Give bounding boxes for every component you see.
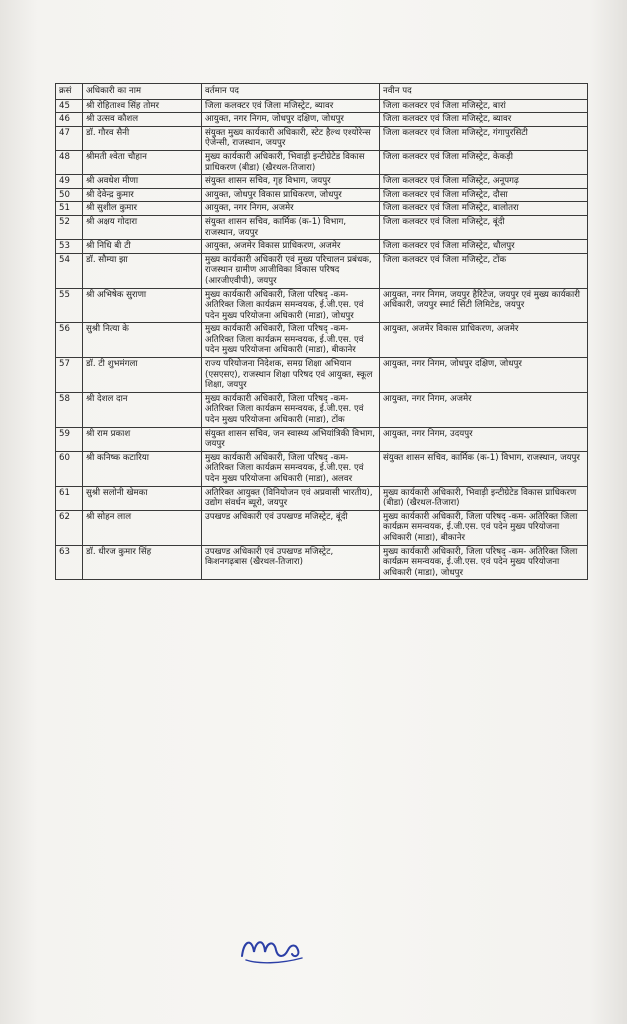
table-row [56,126,588,150]
cell-officer-name: डॉ. गौरव सैनी [83,126,202,150]
cell-current-post: संयुक्त शासन सचिव, कार्मिक (क-1) विभाग, राजस्थान, जयपुर [202,215,380,239]
cell-current-post: मुख्य कार्यकारी अधिकारी, जिला परिषद् -कम- अतिरिक्त जिला कार्यक्रम समन्वयक, ई.जी.एस. एवं पदेन मुख्य परियोजना अधिकारी (माडा), जोधपुर [202,288,380,323]
cell-officer-name: श्री अक्षय गोदारा [83,215,202,239]
cell-officer-name: श्री उत्सव कौशल [83,113,202,127]
cell-current-post: मुख्य कार्यकारी अधिकारी, जिला परिषद् -कम- अतिरिक्त जिला कार्यक्रम समन्वयक, ई.जी.एस. एवं पदेन मुख्य परियोजना अधिकारी (माडा), टोंक [202,392,380,427]
header-row [56,84,588,100]
cell-officer-name: डॉ. सौम्या झा [83,253,202,288]
table-row [56,545,588,580]
cell-serial-number: 51 [56,202,83,216]
cell-serial-number: 61 [56,486,83,510]
table-row [56,113,588,127]
cell-serial-number: 59 [56,427,83,451]
cell-current-post: आयुक्त, नगर निगम, जोधपुर दक्षिण, जोधपुर [202,113,380,127]
table-row [56,99,588,113]
cell-officer-name: श्री अभिषेक सुराणा [83,288,202,323]
cell-officer-name: श्री सोहन लाल [83,510,202,545]
cell-new-post: जिला कलक्टर एवं जिला मजिस्ट्रेट, धौलपुर [380,240,588,254]
table-row [56,215,588,239]
cell-new-post: मुख्य कार्यकारी अधिकारी, भिवाड़ी इन्टीग्रेटेड विकास प्राधिकरण (बीडा) (खैरथल-तिजारा) [380,486,588,510]
cell-current-post: आयुक्त, जोधपुर विकास प्राधिकरण, जोधपुर [202,188,380,202]
cell-serial-number: 53 [56,240,83,254]
table-row [56,288,588,323]
table-row [56,510,588,545]
cell-current-post: राज्य परियोजना निदेशक, समग्र शिक्षा अभियान (एसएसए), राजस्थान शिक्षा परिषद एवं आयुक्त, स्कूल शिक्षा, जयपुर [202,358,380,393]
cell-new-post: संयुक्त शासन सचिव, कार्मिक (क-1) विभाग, राजस्थान, जयपुर [380,451,588,486]
cell-officer-name: श्री देवेन्द्र कुमार [83,188,202,202]
table-body [56,99,588,580]
cell-officer-name: डॉ. धीरज कुमार सिंह [83,545,202,580]
cell-new-post: आयुक्त, नगर निगम, अजमेर [380,392,588,427]
cell-current-post: संयुक्त शासन सचिव, जन स्वास्थ्य अभियांत्रिकी विभाग, जयपुर [202,427,380,451]
cell-officer-name: श्री सुशील कुमार [83,202,202,216]
cell-new-post: जिला कलक्टर एवं जिला मजिस्ट्रेट, दौसा [380,188,588,202]
cell-officer-name: डॉ. टी शुभमंगला [83,358,202,393]
cell-officer-name: श्री राम प्रकाश [83,427,202,451]
cell-serial-number: 45 [56,99,83,113]
cell-officer-name: सुश्री सलोनी खेमका [83,486,202,510]
cell-serial-number: 49 [56,175,83,189]
cell-serial-number: 55 [56,288,83,323]
cell-current-post: अतिरिक्त आयुक्त (विनियोजन एवं अप्रवासी भारतीय), उद्योग संवर्धन ब्यूरो, जयपुर [202,486,380,510]
cell-new-post: जिला कलक्टर एवं जिला मजिस्ट्रेट, बालोतरा [380,202,588,216]
table-row [56,323,588,358]
cell-serial-number: 46 [56,113,83,127]
cell-serial-number: 52 [56,215,83,239]
table-row [56,240,588,254]
cell-serial-number: 57 [56,358,83,393]
cell-serial-number: 47 [56,126,83,150]
cell-new-post: जिला कलक्टर एवं जिला मजिस्ट्रेट, टोंक [380,253,588,288]
cell-new-post: मुख्य कार्यकारी अधिकारी, जिला परिषद् -कम- अतिरिक्त जिला कार्यक्रम समन्वयक, ई.जी.एस. एवं पदेन मुख्य परियोजना अधिकारी (माडा), जोधपुर [380,545,588,580]
table-row [56,188,588,202]
cell-current-post: उपखण्ड अधिकारी एवं उपखण्ड मजिस्ट्रेट, बूंदी [202,510,380,545]
table-row [56,150,588,174]
cell-new-post: आयुक्त, नगर निगम, जोधपुर दक्षिण, जोधपुर [380,358,588,393]
table-row [56,253,588,288]
header-new-post: नवीन पद [380,84,588,100]
cell-current-post: आयुक्त, अजमेर विकास प्राधिकरण, अजमेर [202,240,380,254]
cell-serial-number: 60 [56,451,83,486]
cell-current-post: जिला कलक्टर एवं जिला मजिस्ट्रेट, ब्यावर [202,99,380,113]
table-row [56,358,588,393]
cell-serial-number: 62 [56,510,83,545]
cell-officer-name: श्री देशल दान [83,392,202,427]
cell-current-post: संयुक्त मुख्य कार्यकारी अधिकारी, स्टेट हैल्थ एश्योरेन्स ऐजेन्सी, राजस्थान, जयपुर [202,126,380,150]
cell-serial-number: 48 [56,150,83,174]
cell-new-post: जिला कलक्टर एवं जिला मजिस्ट्रेट, गंगापुरसिटी [380,126,588,150]
transfer-orders-table [55,83,588,580]
cell-serial-number: 63 [56,545,83,580]
cell-new-post: जिला कलक्टर एवं जिला मजिस्ट्रेट, अनूपगढ़ [380,175,588,189]
cell-new-post: जिला कलक्टर एवं जिला मजिस्ट्रेट, केकड़ी [380,150,588,174]
table-row [56,427,588,451]
cell-current-post: मुख्य कार्यकारी अधिकारी, जिला परिषद् -कम- अतिरिक्त जिला कार्यक्रम समन्वयक, ई.जी.एस. एवं पदेन मुख्य परियोजना अधिकारी (माडा), बीकानेर [202,323,380,358]
cell-new-post: मुख्य कार्यकारी अधिकारी, जिला परिषद् -कम- अतिरिक्त जिला कार्यक्रम समन्वयक, ई.जी.एस. एवं पदेन मुख्य परियोजना अधिकारी (माडा), बीकानेर [380,510,588,545]
cell-current-post: मुख्य कार्यकारी अधिकारी, जिला परिषद् -कम- अतिरिक्त जिला कार्यक्रम समन्वयक, ई.जी.एस. एवं पदेन मुख्य परियोजना अधिकारी (माडा), अलवर [202,451,380,486]
cell-new-post: आयुक्त, नगर निगम, उदयपुर [380,427,588,451]
table-row [56,486,588,510]
cell-current-post: मुख्य कार्यकारी अधिकारी एवं मुख्य परिचालन प्रबंधक, राजस्थान ग्रामीण आजीविका विकास परिषद (आरजीएवीपी), जयपुर [202,253,380,288]
header-current-post: वर्तमान पद [202,84,380,100]
cell-serial-number: 58 [56,392,83,427]
cell-new-post: आयुक्त, नगर निगम, जयपुर हैरिटेज, जयपुर एवं मुख्य कार्यकारी अधिकारी, जयपुर स्मार्ट सिटी लिमिटेड, जयपुर [380,288,588,323]
cell-new-post: जिला कलक्टर एवं जिला मजिस्ट्रेट, बारां [380,99,588,113]
cell-new-post: जिला कलक्टर एवं जिला मजिस्ट्रेट, बूंदी [380,215,588,239]
cell-current-post: मुख्य कार्यकारी अधिकारी, भिवाड़ी इन्टीग्रेटेड विकास प्राधिकरण (बीडा) (खैरथल-तिजारा) [202,150,380,174]
cell-officer-name: श्रीमती श्वेता चौहान [83,150,202,174]
cell-serial-number: 56 [56,323,83,358]
cell-officer-name: श्री निधि बी टी [83,240,202,254]
cell-new-post: आयुक्त, अजमेर विकास प्राधिकरण, अजमेर [380,323,588,358]
cell-officer-name: सुश्री नित्या के [83,323,202,358]
cell-officer-name: श्री अवधेश मीणा [83,175,202,189]
cell-new-post: जिला कलक्टर एवं जिला मजिस्ट्रेट, ब्यावर [380,113,588,127]
cell-serial-number: 54 [56,253,83,288]
cell-current-post: संयुक्त शासन सचिव, गृह विभाग, जयपुर [202,175,380,189]
cell-officer-name: श्री रोहिताश्व सिंह तोमर [83,99,202,113]
table-row [56,202,588,216]
header-serial-number: क्रसं [56,84,83,100]
cell-current-post: उपखण्ड अधिकारी एवं उपखण्ड मजिस्ट्रेट, किशनगढ़बास (खैरथल-तिजारा) [202,545,380,580]
handwritten-signature [236,928,308,968]
table-row [56,175,588,189]
cell-current-post: आयुक्त, नगर निगम, अजमेर [202,202,380,216]
table-row [56,451,588,486]
cell-officer-name: श्री कनिष्क कटारिया [83,451,202,486]
cell-serial-number: 50 [56,188,83,202]
table-row [56,392,588,427]
header-officer-name: अधिकारी का नाम [83,84,202,100]
